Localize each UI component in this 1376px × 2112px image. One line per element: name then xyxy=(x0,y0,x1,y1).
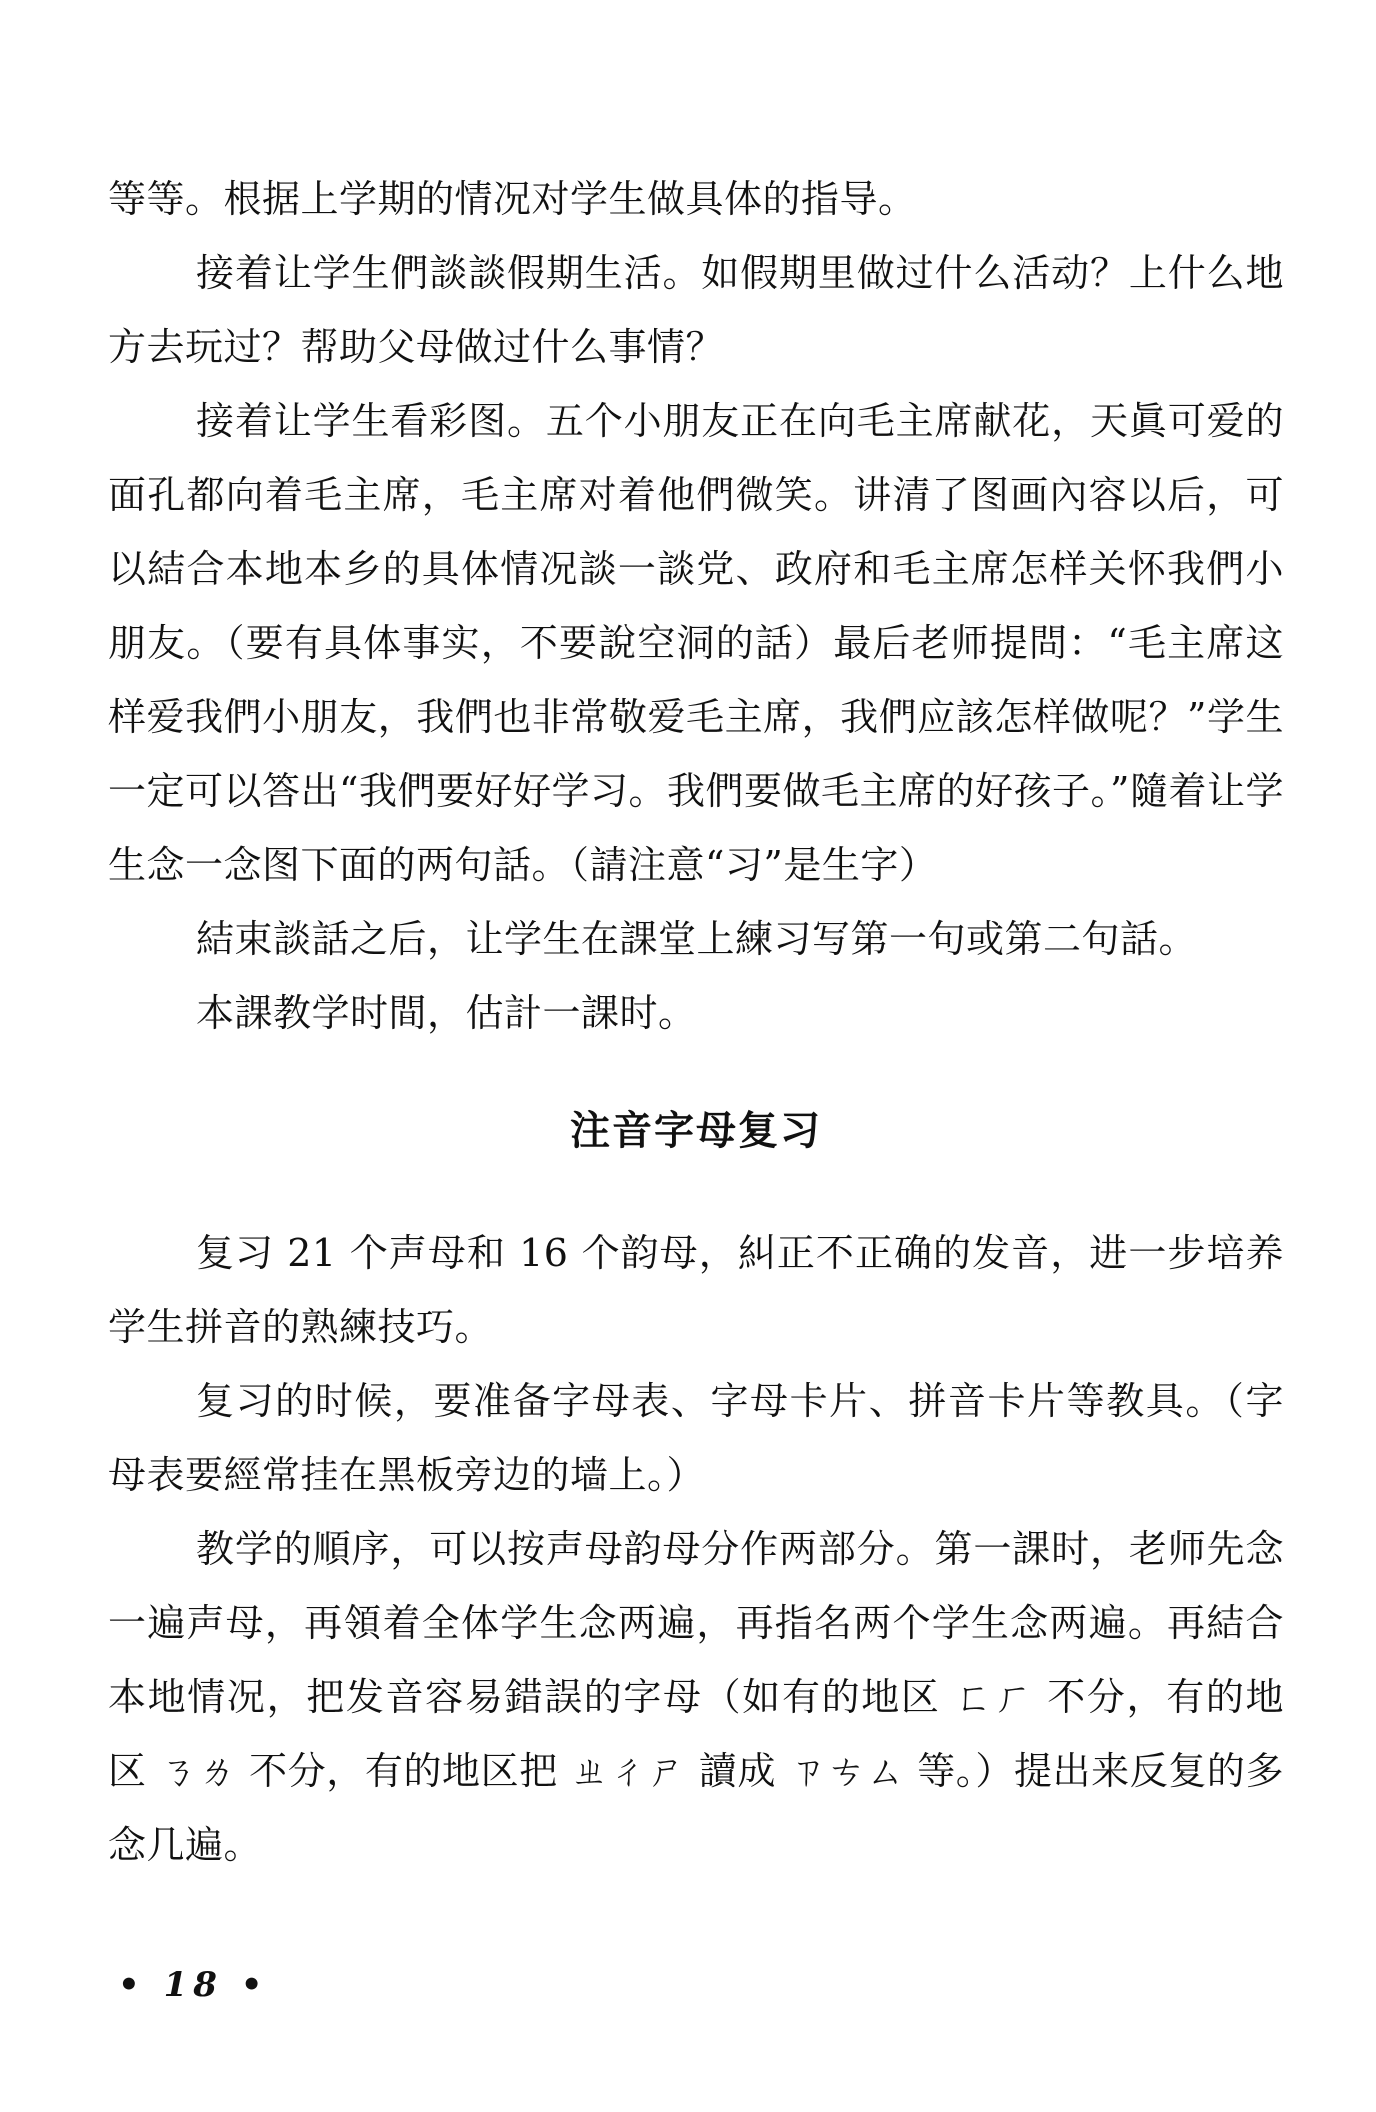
page-number: • 18 • xyxy=(118,1965,269,2005)
paragraph-8: 教学的順序，可以按声母韵母分作两部分。第一課时，老师先念一遍声母，再領着全体学生念两遍，再指名两个学生念两遍。再結合本地情况，把发音容易錯誤的字母（如有的地区 ㄈㄏ 不分，有的地区 ㄋㄌ 不分，有的地区把 ㄓㄔㄕ 讀成 ㄗㄘㄙ 等。）提出来反复的多念几遍。 xyxy=(108,1527,1284,1867)
paragraph-7: 复习的时候，要准备字母表、字母卡片、拼音卡片等教具。（字母表要經常挂在黑板旁边的墙上。） xyxy=(108,1379,1284,1497)
paragraph-6: 复习 21 个声母和 16 个韵母，糾正不正确的发音，进一步培养学生拼音的熟練技巧。 xyxy=(108,1231,1284,1349)
paragraph-1: 等等。根据上学期的情况对学生做具体的指导。 xyxy=(108,177,917,221)
page-body xyxy=(108,162,1284,1882)
paragraph-4: 結束談話之后，让学生在課堂上練习写第一句或第二句話。 xyxy=(196,917,1198,961)
paragraph-2: 接着让学生們談談假期生活。如假期里做过什么活动？上什么地方去玩过？帮助父母做过什么事情？ xyxy=(108,251,1284,369)
section-title: 注音字母复习 xyxy=(570,1107,822,1154)
paragraph-5: 本課教学时間，估計一課时。 xyxy=(196,991,697,1035)
paragraph-3: 接着让学生看彩图。五个小朋友正在向毛主席献花，天眞可爱的面孔都向着毛主席，毛主席对着他們微笑。讲清了图画內容以后，可以結合本地本乡的具体情况談一談党、政府和毛主席怎样关怀我們小朋友。（要有具体事实，不要說空洞的話）最后老师提問：“毛主席这样爱我們小朋友，我們也非常敬爱毛主席，我們应該怎样做呢？”学生一定可以答出“我們要好好学习。我們要做毛主席的好孩子。”隨着让学生念一念图下面的两句話。（請注意“习”是生字） xyxy=(108,399,1284,887)
